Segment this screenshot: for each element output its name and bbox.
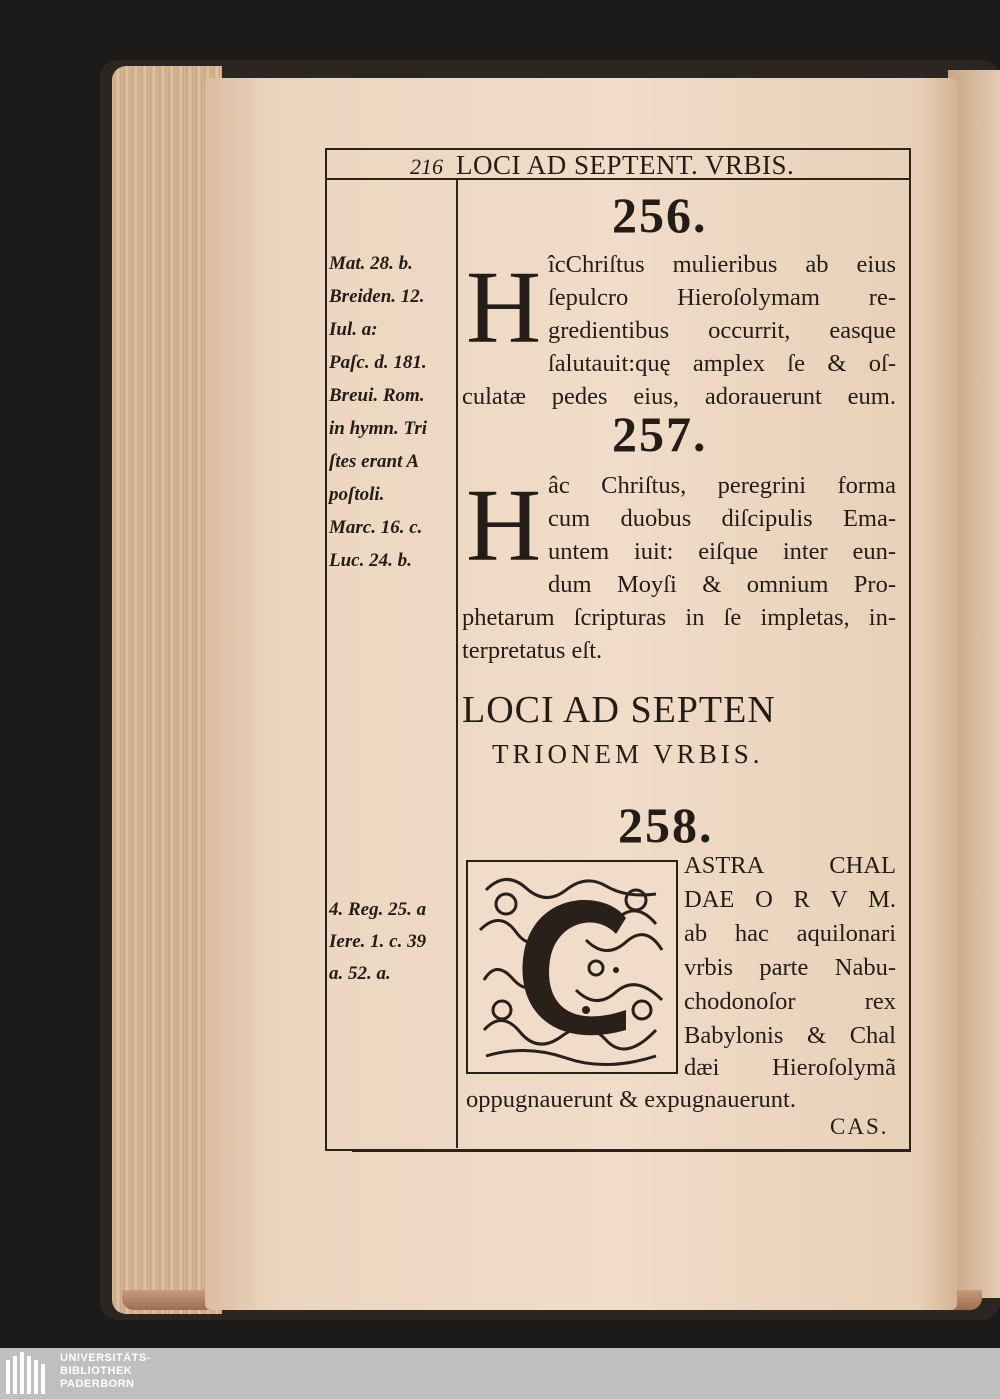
section-number-256: 256. — [612, 187, 708, 243]
margin-note: Mat. 28. b. — [329, 253, 413, 274]
text-line-257-6: terpretatus eſt. — [462, 637, 603, 664]
margin-column-rule — [456, 178, 458, 1148]
text-line-258-1: ASTRA CHAL — [684, 852, 896, 879]
frame-bottom-rule — [352, 1149, 911, 1152]
folio-number: 216 — [410, 154, 443, 179]
running-head: LOCI AD SEPTENT. VRBIS. — [456, 150, 795, 180]
margin-note: 4. Reg. 25. a — [329, 899, 427, 920]
text-line-257-3: untem iuit: eiſque inter eun- — [548, 538, 896, 565]
drop-cap-256: H — [466, 250, 542, 365]
margin-note: a. 52. a. — [329, 963, 391, 984]
university-library-logo-icon — [4, 1350, 54, 1396]
margin-note: Luc. 24. b. — [329, 550, 412, 571]
text-line-257-2: cum duobus diſcipulis Ema- — [548, 505, 896, 532]
text-line-256-5: culatæ pedes eius, adorauerunt eum. — [462, 383, 896, 410]
drop-cap-257: H — [466, 468, 542, 583]
text-line-256-4: ſalutauit:quę amplex ſe & oſ- — [548, 350, 896, 377]
section-heading-line-2: TRIONEM VRBIS. — [492, 739, 764, 769]
text-line-256-1: îcChriſtus mulieribus ab eius — [548, 251, 896, 278]
text-line-257-1: âc Chriſtus, peregrini forma — [548, 472, 896, 499]
text-line-257-4: dum Moyſi & omnium Pro- — [548, 571, 896, 598]
section-number-257: 257. — [612, 406, 708, 462]
footer-line-1: UNIVERSITÄTS- — [60, 1352, 151, 1364]
margin-note: Breiden. 12. — [329, 286, 425, 307]
margin-note: Paſc. d. 181. — [329, 352, 427, 373]
library-footer-bar — [0, 1348, 1000, 1399]
text-line-256-3: gredientibus occurrit, easque — [548, 317, 896, 344]
footer-line-3: PADERBORN — [60, 1378, 135, 1390]
text-line-257-5: phetarum ſcripturas in ſe impletas, in- — [462, 604, 896, 631]
margin-note: poſtoli. — [329, 484, 385, 505]
margin-note: Breui. Rom. — [329, 385, 425, 406]
ornamental-letter-c-icon — [466, 860, 678, 1074]
margin-note: ſtes erant A — [329, 451, 420, 472]
footer-line-2: BIBLIOTHEK — [60, 1365, 133, 1377]
margin-note: Marc. 16. c. — [329, 517, 423, 538]
margin-note: in hymn. Tri — [329, 418, 428, 439]
text-line-258-6: Babylonis & Chal — [684, 1022, 896, 1049]
text-line-258-2: DAE O R V M. — [684, 886, 896, 913]
section-number-258: 258. — [618, 797, 714, 853]
margin-note: Iere. 1. c. 39 — [329, 931, 427, 952]
section-heading-line-1: LOCI AD SEPTEN — [462, 689, 776, 731]
text-line-258-8: oppugnauerunt & expugnauerunt. — [466, 1086, 796, 1113]
text-line-258-3: ab hac aquilonari — [684, 920, 896, 947]
catchword: CAS. — [830, 1114, 889, 1139]
text-line-256-2: ſepulcro Hieroſolymam re- — [548, 284, 896, 311]
text-line-258-7: dæi Hieroſolymã — [684, 1054, 896, 1081]
text-line-258-4: vrbis parte Nabu- — [684, 954, 896, 981]
margin-note: Iul. a: — [329, 319, 378, 340]
text-line-258-5: chodonoſor rex — [684, 988, 896, 1015]
